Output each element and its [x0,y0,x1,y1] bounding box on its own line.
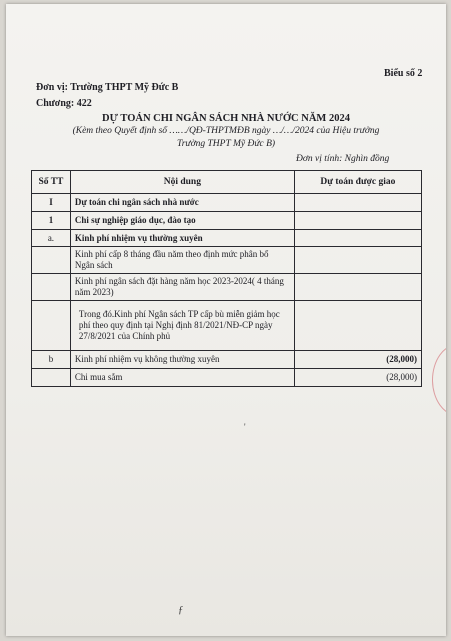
unit-of-measure: Đơn vị tính: Nghìn đồng [296,154,390,164]
row-stt: a. [32,230,71,247]
header-stt: Số TT [32,171,71,194]
row-value: (28,000) [294,351,421,369]
budget-table [31,170,422,387]
table-row [32,369,422,387]
row-value [294,247,421,274]
table-row [32,301,422,351]
unit-name: Đơn vị: Trường THPT Mỹ Đức B [36,82,179,93]
pen-mark-icon: ƒ [178,604,184,616]
row-content: Kinh phí nhiệm vụ thường xuyên [70,230,294,247]
row-value [294,301,421,351]
table-row [32,212,422,230]
row-content: Trong đó.Kinh phí Ngân sách TP cấp bù miễn giảm học phí theo quy định tại Nghị định 81/2021/NĐ-CP ngày 27/8/2021 của Chính phủ [70,301,294,351]
ink-speck-icon: ' [244,422,246,432]
row-stt: I [32,194,71,212]
chapter: Chương: 422 [36,98,92,109]
row-stt [32,301,71,351]
table-row [32,247,422,274]
row-value [294,230,421,247]
row-content: Kinh phí cấp 8 tháng đầu năm theo định mức phân bổ Ngân sách [70,247,294,274]
row-stt [32,274,71,301]
table-header-row [32,171,422,194]
table-row [32,274,422,301]
row-stt [32,247,71,274]
row-value [294,274,421,301]
table-row [32,194,422,212]
row-value: (28,000) [294,369,421,387]
table-row [32,230,422,247]
document-page [6,4,446,636]
document-title: DỰ TOÁN CHI NGÂN SÁCH NHÀ NƯỚC NĂM 2024 [102,113,350,124]
row-content: Dự toán chi ngân sách nhà nước [70,194,294,212]
row-value [294,212,421,230]
table-row [32,351,422,369]
row-content: Chi mua sắm [70,369,294,387]
row-stt: 1 [32,212,71,230]
row-stt [32,369,71,387]
form-number: Biểu số 2 [384,68,423,79]
subtitle-line-2: Trường THPT Mỹ Đức B) [176,139,276,149]
header-content: Nội dung [70,171,294,194]
row-stt: b [32,351,71,369]
stamp-edge-icon [432,344,446,416]
row-content: Chi sự nghiệp giáo dục, đào tạo [70,212,294,230]
row-content: Kinh phí ngân sách đặt hàng năm học 2023-2024( 4 tháng năm 2023) [70,274,294,301]
row-content: Kinh phí nhiệm vụ không thường xuyên [70,351,294,369]
subtitle-line-1: (Kèm theo Quyết định số ……/QĐ-THPTMĐB ngày …/…/2024 của Hiệu trưởng [72,126,380,136]
header-value: Dự toán được giao [294,171,421,194]
row-value [294,194,421,212]
